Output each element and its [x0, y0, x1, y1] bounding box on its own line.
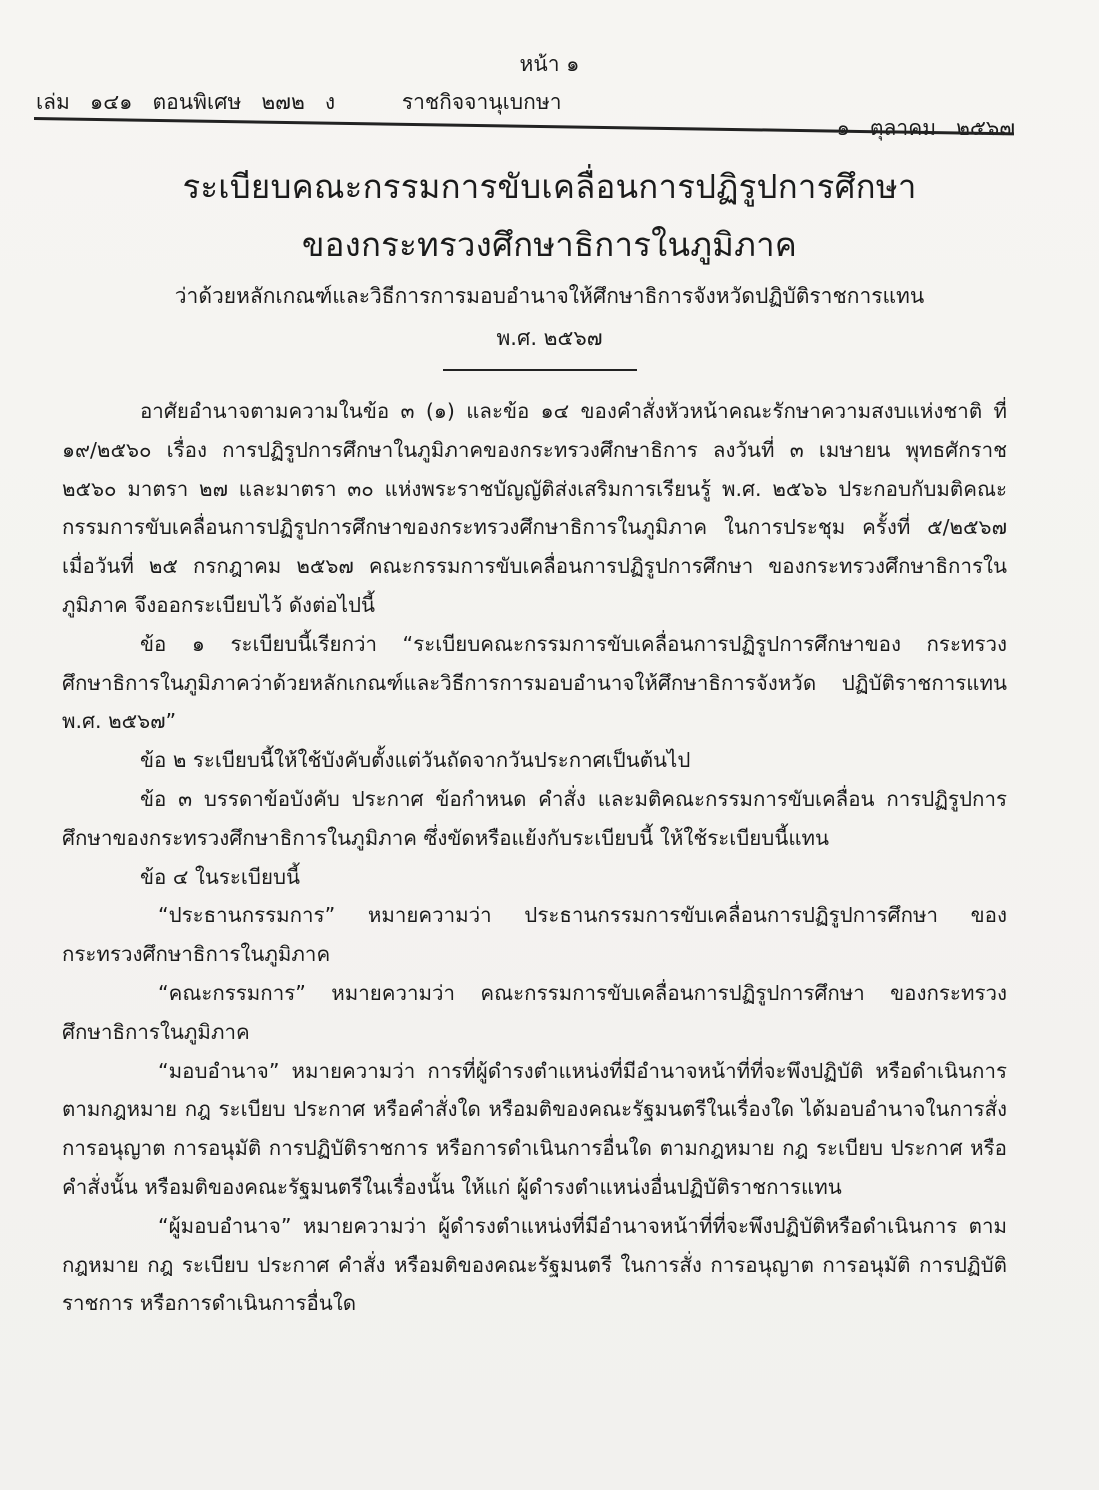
title-divider: [443, 369, 637, 371]
page-number: หน้า ๑: [519, 52, 580, 76]
document-title-line-1: ระเบียบคณะกรรมการขับเคลื่อนการปฏิรูปการศึกษา: [182, 167, 917, 206]
paragraph-clause-3: ข้อ ๓ บรรดาข้อบังคับ ประกาศ ข้อกำหนด คำสั่ง และมติคณะกรรมการขับเคลื่อน การปฏิรูปการศึกษาของกระทรวงศึกษาธิการในภูมิภาค ซึ่งขัดหรือแย้งกับระเบียบนี้ ให้ใช้ระเบียบนี้แทน: [62, 786, 1007, 850]
gazette-volume-line: เล่ม ๑๔๑ ตอนพิเศษ ๒๗๒ ง ราชกิจจานุเบกษา: [36, 90, 562, 114]
gazette-date: ๑ ตุลาคม ๒๕๖๗: [836, 116, 1015, 140]
document-year: พ.ศ. ๒๕๖๗: [496, 326, 603, 350]
paragraph-clause-2: ข้อ ๒ ระเบียบนี้ให้ใช้บังคับตั้งแต่วันถัดจากวันประกาศเป็นต้นไป: [140, 748, 691, 773]
paragraph-preamble: อาศัยอำนาจตามความในข้อ ๓ (๑) และข้อ ๑๔ ของคำสั่งหัวหน้าคณะรักษาความสงบแห่งชาติ ที่ ๑๙/๒๕๖๐ เรื่อง การปฏิรูปการศึกษาในภูมิภาคของกระทรวงศึกษาธิการ ลงวันที่ ๓ เมษายน พุทธศักราช ๒๕๖๐ มาตรา ๒๗ และมาตรา ๓๐ แห่งพระราชบัญญัติส่งเสริมการเรียนรู้ พ.ศ. ๒๕๖๖ ประกอบกับมติคณะกรรมการขับเคลื่อนการปฏิรูปการศึกษาของกระทรวงศึกษาธิการในภูมิภาค ในการประชุม ครั้งที่ ๕/๒๕๖๗ เมื่อวันที่ ๒๕ กรกฎาคม ๒๕๖๗ คณะกรรมการขับเคลื่อนการปฏิรูปการศึกษา ของกระทรวงศึกษาธิการในภูมิภาค จึงออกระเบียบไว้ ดังต่อไปนี้: [62, 399, 1007, 617]
paragraph-clause-4: ข้อ ๔ ในระเบียบนี้: [140, 864, 300, 889]
document-title-line-2: ของกระทรวงศึกษาธิการในภูมิภาค: [301, 225, 798, 264]
document-body: [62, 392, 1007, 1323]
definition-chairman: “ประธานกรรมการ” หมายความว่า ประธานกรรมการขับเคลื่อนการปฏิรูปการศึกษา ของกระทรวงศึกษาธิการในภูมิภาค: [62, 903, 1007, 967]
definition-delegator: “ผู้มอบอำนาจ” หมายความว่า ผู้ดำรงตำแหน่งที่มีอำนาจหน้าที่ที่จะพึงปฏิบัติหรือดำเนินการ ตามกฎหมาย กฎ ระเบียบ ประกาศ คำสั่ง หรือมติของคณะรัฐมนตรี ในการสั่ง การอนุญาต การอนุมัติ การปฏิบัติราชการ หรือการดำเนินการอื่นใด: [62, 1213, 1007, 1316]
document-subtitle: ว่าด้วยหลักเกณฑ์และวิธีการการมอบอำนาจให้ศึกษาธิการจังหวัดปฏิบัติราชการแทน: [174, 284, 925, 308]
definition-delegation: “มอบอำนาจ” หมายความว่า การที่ผู้ดำรงตำแหน่งที่มีอำนาจหน้าที่ที่จะพึงปฏิบัติ หรือดำเนินการตามกฎหมาย กฎ ระเบียบ ประกาศ หรือคำสั่งใด หรือมติของคณะรัฐมนตรีในเรื่องใด ได้มอบอำนาจในการสั่ง การอนุญาต การอนุมัติ การปฏิบัติราชการ หรือการดำเนินการอื่นใด ตามกฎหมาย กฎ ระเบียบ ประกาศ หรือคำสั่งนั้น หรือมติของคณะรัฐมนตรีในเรื่องนั้น ให้แก่ ผู้ดำรงตำแหน่งอื่นปฏิบัติราชการแทน: [62, 1058, 1007, 1199]
paragraph-clause-1: ข้อ ๑ ระเบียบนี้เรียกว่า “ระเบียบคณะกรรมการขับเคลื่อนการปฏิรูปการศึกษาของ กระทรวงศึกษาธิการในภูมิภาคว่าด้วยหลักเกณฑ์และวิธีการการมอบอำนาจให้ศึกษาธิการจังหวัด ปฏิบัติราชการแทน พ.ศ. ๒๕๖๗”: [62, 631, 1007, 734]
definition-committee: “คณะกรรมการ” หมายความว่า คณะกรรมการขับเคลื่อนการปฏิรูปการศึกษา ของกระทรวงศึกษาธิการในภูมิภาค: [62, 980, 1007, 1044]
